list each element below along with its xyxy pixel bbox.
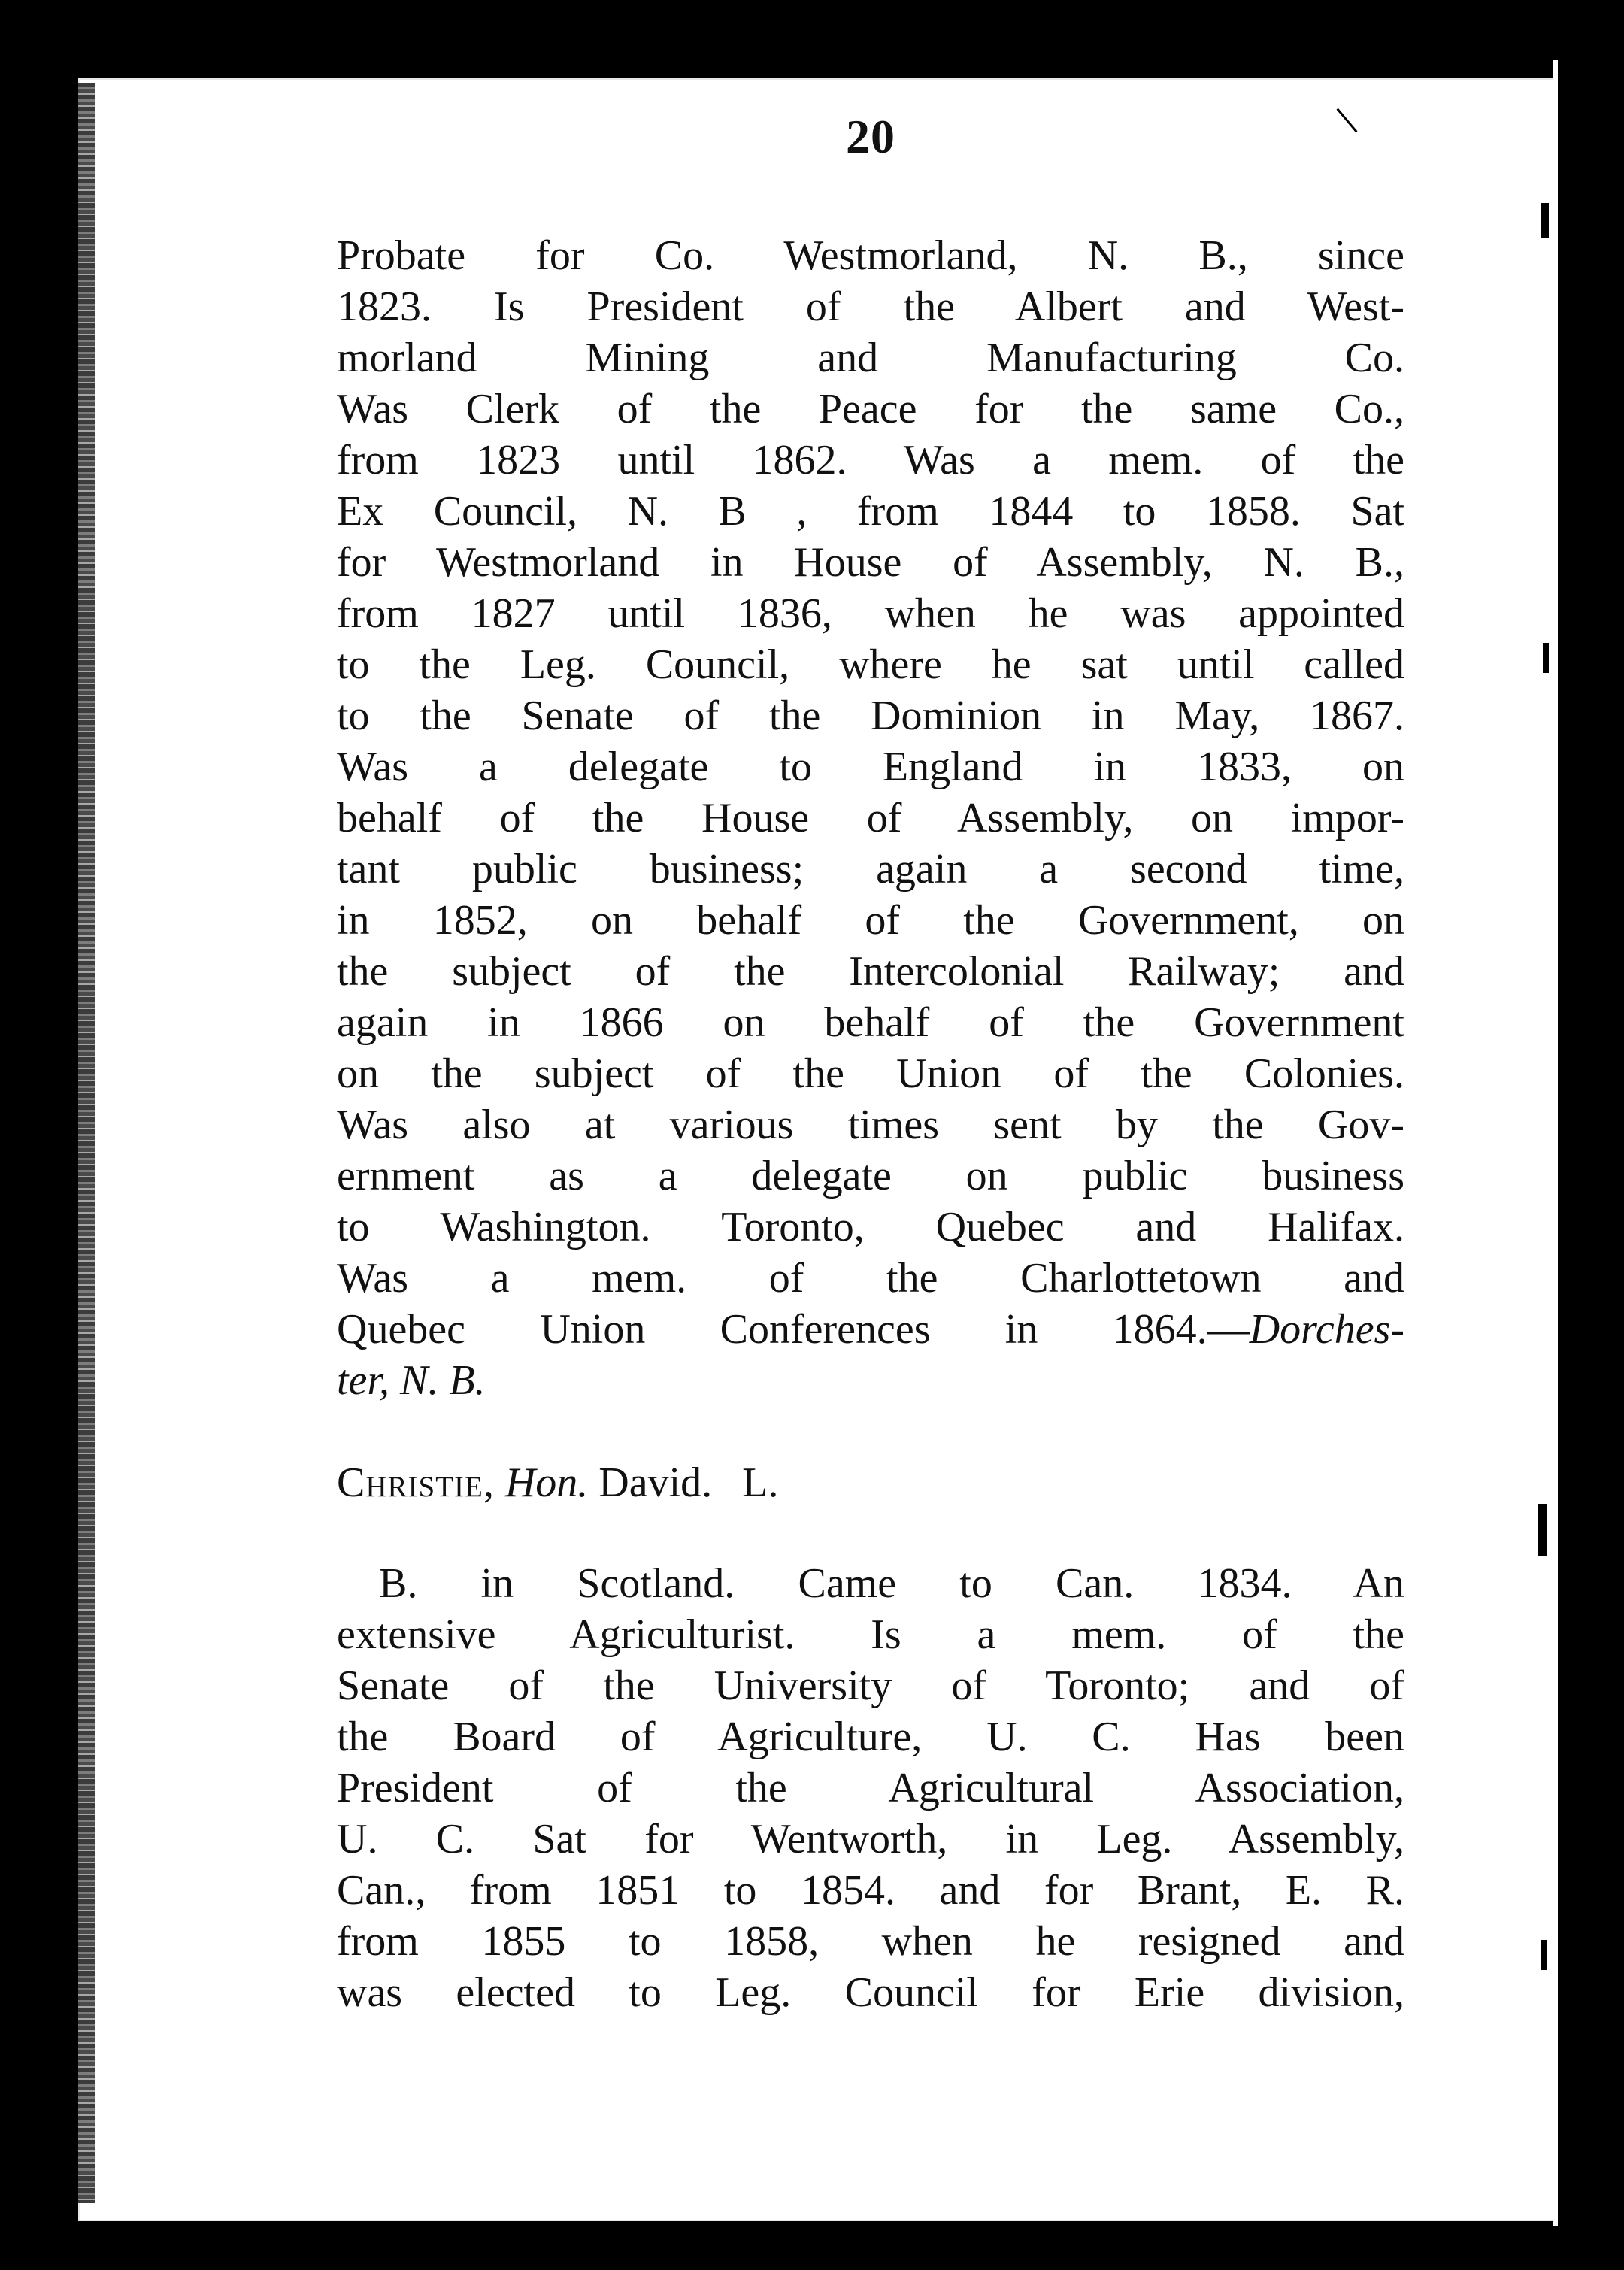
text-line: extensive Agriculturist. Is a mem. of the (337, 1611, 1404, 1658)
text-line: from 1827 until 1836, when he was appointed (337, 590, 1404, 637)
text-line: for Westmorland in House of Assembly, N. B., (337, 539, 1404, 586)
edge-mark (1541, 203, 1549, 238)
text-line: Was a mem. of the Charlottetown and (337, 1255, 1404, 1302)
page-right-edge (1553, 60, 1571, 2226)
text-line: again in 1866 on behalf of the Government (337, 999, 1404, 1046)
text-line: Was also at various times sent by the Gov- (337, 1102, 1404, 1148)
italic-place-name: Dorches- (1249, 1306, 1404, 1353)
text-fragment: B. in Scotland. Came to Can. 1834. An (379, 1560, 1404, 1607)
text-line: on the subject of the Union of the Colonies. (337, 1050, 1404, 1097)
page-binding-edge (78, 83, 95, 2203)
text-line: the Board of Agriculture, U. C. Has been (337, 1714, 1404, 1760)
edge-mark (1543, 643, 1549, 673)
edge-mark (1541, 1940, 1547, 1970)
text-line-italic: ter, N. B. (337, 1357, 486, 1404)
text-line: Senate of the University of Toronto; and of (337, 1662, 1404, 1709)
page-text (337, 110, 1404, 2018)
text-line: was elected to Leg. Council for Erie division, (337, 1969, 1404, 2016)
text-line: behalf of the House of Assembly, on impor- (337, 795, 1404, 841)
text-line: morland Mining and Manufacturing Co. (337, 335, 1404, 381)
edge-mark (1538, 1504, 1547, 1556)
text-line: President of the Agricultural Association, (337, 1765, 1404, 1811)
text-line-with-italic (337, 1304, 1404, 1355)
text-line: Ex Council, N. B , from 1844 to 1858. Sat (337, 488, 1404, 535)
text-line: Was Clerk of the Peace for the same Co., (337, 386, 1404, 432)
text-line: U. C. Sat for Wentworth, in Leg. Assembly, (337, 1816, 1404, 1862)
text-line: to the Senate of the Dominion in May, 1867. (337, 693, 1404, 739)
text-line: Was a delegate to England in 1833, on (337, 744, 1404, 790)
text-fragment: Quebec Union Conferences in 1864.— (337, 1306, 1250, 1353)
text-line: the subject of the Intercolonial Railway; and (337, 948, 1404, 995)
text-line: 1823. Is President of the Albert and West- (337, 283, 1404, 330)
text-line: in 1852, on behalf of the Government, on (337, 897, 1404, 944)
entry-given-name: David. (598, 1459, 713, 1506)
text-line: from 1823 until 1862. Was a mem. of the (337, 437, 1404, 483)
entry-title: Hon. (504, 1459, 589, 1506)
text-line: ernment as a delegate on public business (337, 1153, 1404, 1199)
entry-surname: Christie, (337, 1459, 495, 1506)
page-number: 20 (846, 110, 895, 163)
text-line: to the Leg. Council, where he sat until called (337, 641, 1404, 688)
entry-initial: L. (742, 1459, 779, 1506)
entry-heading (337, 1457, 1404, 1508)
text-line: tant public business; again a second time, (337, 846, 1404, 893)
text-line: Probate for Co. Westmorland, N. B., since (337, 232, 1404, 279)
entry-continuation-paragraph (337, 230, 1404, 1406)
text-line-indented (337, 1558, 1404, 1609)
text-line: from 1855 to 1858, when he resigned and (337, 1918, 1404, 1965)
text-line: to Washington. Toronto, Quebec and Halifax. (337, 1204, 1404, 1250)
entry-biography-paragraph (337, 1558, 1404, 2018)
text-line: Can., from 1851 to 1854. and for Brant, E. R. (337, 1867, 1404, 1914)
